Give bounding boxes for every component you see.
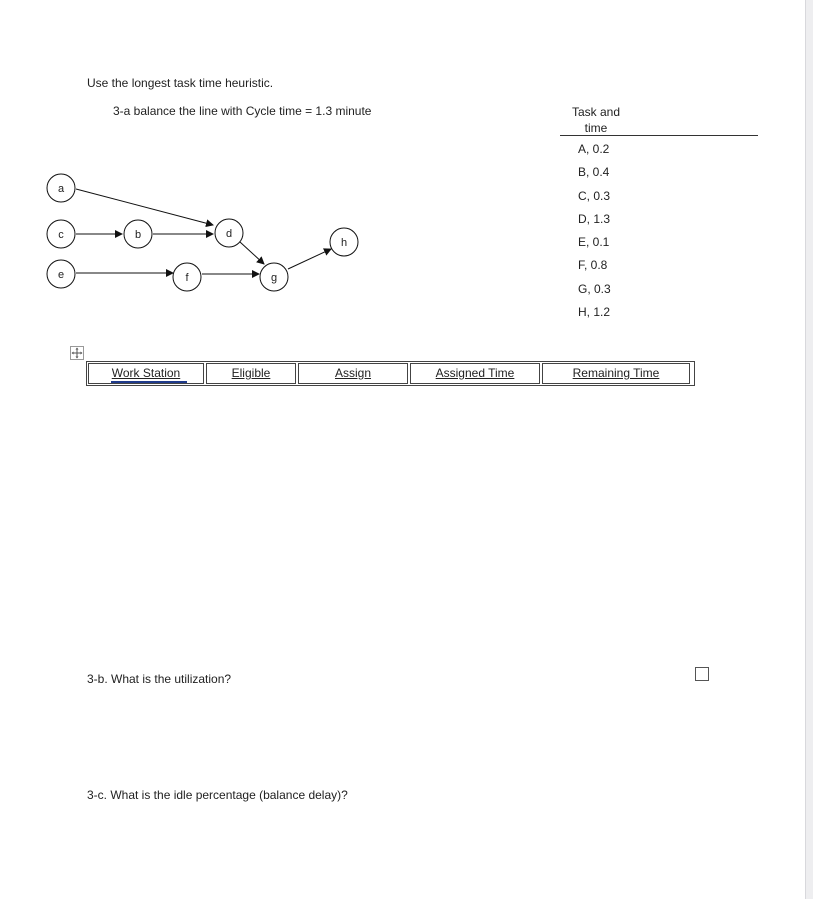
node-a — [47, 174, 75, 202]
node-h-label: h — [340, 237, 348, 249]
node-c — [47, 220, 75, 248]
task-header-line2: time — [584, 121, 608, 135]
node-d-label: d — [225, 228, 233, 240]
precedence-diagram — [0, 0, 813, 330]
header-assigned-time[interactable] — [410, 363, 540, 384]
node-h — [330, 228, 358, 256]
move-arrows-icon — [71, 347, 83, 359]
task-item-e: E, 0.1 — [578, 235, 610, 250]
task-item-h: H, 1.2 — [578, 305, 611, 320]
question-idle-percentage: 3-c. What is the idle percentage (balance delay)? — [87, 788, 348, 802]
edge-d-g — [240, 242, 264, 264]
node-a-label: a — [57, 183, 65, 195]
table-move-handle[interactable] — [70, 346, 84, 360]
header-remaining-time-label: Remaining Time — [572, 366, 660, 380]
node-d — [215, 219, 243, 247]
task-item-a: A, 0.2 — [578, 142, 610, 156]
header-work-station-label: Work Station — [111, 366, 181, 380]
part-a-instruction: 3-a balance the line with Cycle time = 1.3 minute — [113, 104, 372, 118]
header-remaining-time[interactable] — [542, 363, 690, 384]
header-assign[interactable] — [298, 363, 408, 384]
spellcheck-underline — [111, 381, 187, 383]
task-item-c: C, 0.3 — [578, 188, 611, 203]
task-item-f: F, 0.8 — [578, 258, 608, 273]
node-b — [124, 220, 152, 248]
heuristic-instruction: Use the longest task time heuristic. — [87, 76, 274, 90]
margin-checkbox[interactable] — [695, 667, 709, 681]
node-e — [47, 260, 75, 288]
line-balance-table — [86, 361, 695, 386]
header-work-station[interactable] — [88, 363, 204, 384]
task-item-g: G, 0.3 — [578, 281, 611, 296]
node-g — [260, 263, 288, 291]
header-eligible[interactable] — [206, 363, 296, 384]
edge-g-h — [288, 249, 331, 269]
node-g-label: g — [270, 272, 278, 284]
node-e-label: e — [57, 269, 65, 281]
node-f — [173, 263, 201, 291]
task-item-d: D, 1.3 — [578, 211, 611, 226]
node-b-label: b — [134, 229, 142, 241]
header-assigned-time-label: Assigned Time — [435, 366, 515, 380]
header-eligible-label: Eligible — [231, 366, 271, 380]
task-header-line1: Task and — [571, 105, 621, 119]
node-f-label: f — [185, 272, 189, 284]
node-c-label: c — [58, 229, 64, 241]
question-utilization: 3-b. What is the utilization? — [87, 672, 232, 686]
edge-a-d — [76, 189, 213, 225]
header-assign-label: Assign — [334, 366, 372, 380]
task-item-b: B, 0.4 — [578, 165, 610, 180]
